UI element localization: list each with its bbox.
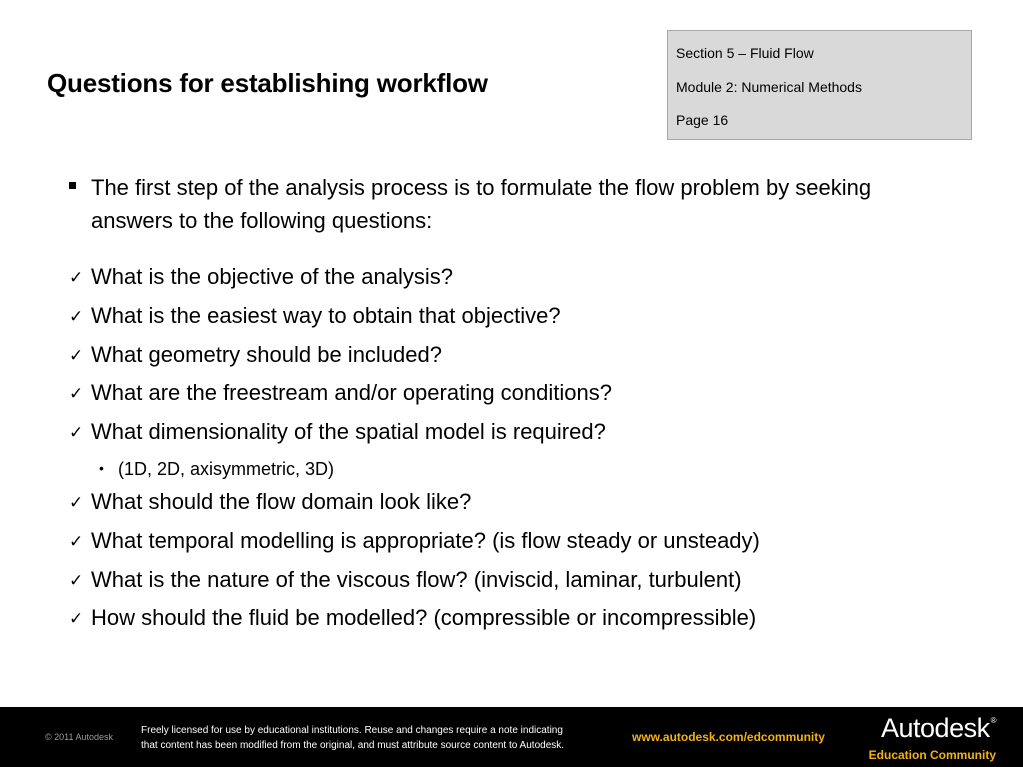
list-item xyxy=(69,260,969,299)
checkmark-icon: ✓ xyxy=(69,345,84,365)
intro-bullet xyxy=(69,171,949,237)
autodesk-logo xyxy=(862,713,1002,763)
module-label: Module 2: Numerical Methods xyxy=(676,78,862,95)
license-text xyxy=(141,723,631,753)
bullet-dot-icon: • xyxy=(99,459,104,476)
slide-title: Questions for establishing workflow xyxy=(47,68,488,98)
checkmark-icon: ✓ xyxy=(69,609,84,629)
question-text: What is the objective of the analysis? xyxy=(91,264,453,289)
list-item xyxy=(69,376,969,415)
question-text: How should the fluid be modelled? (compressible or incompressible) xyxy=(91,605,757,631)
logo-name-text: Autodesk xyxy=(881,713,990,743)
checkmark-icon: ✓ xyxy=(69,423,84,443)
question-text: What is the easiest way to obtain that objective? xyxy=(91,302,561,328)
trademark-mark: ® xyxy=(990,716,996,725)
sub-item-text: (1D, 2D, axisymmetric, 3D) xyxy=(118,458,335,479)
checkmark-icon: ✓ xyxy=(69,570,84,590)
checkmark-icon: ✓ xyxy=(69,306,84,326)
questions-list xyxy=(69,260,969,640)
question-text: What should the flow domain look like? xyxy=(91,488,472,514)
question-text: What geometry should be included? xyxy=(91,341,442,367)
sub-list-item xyxy=(69,454,969,485)
question-text: What temporal modelling is appropriate? (is flow steady or unsteady) xyxy=(91,527,760,553)
license-line: that content has been modified from the original, and must attribute source content to Autodesk. xyxy=(141,740,565,751)
edcommunity-link[interactable]: www.autodesk.com/edcommunity xyxy=(632,730,825,744)
question-text: What dimensionality of the spatial model is required? xyxy=(91,419,606,445)
checkmark-icon: ✓ xyxy=(69,268,84,287)
copyright-text: © 2011 Autodesk xyxy=(45,732,114,742)
footer-bar xyxy=(0,707,1023,767)
checkmark-icon: ✓ xyxy=(69,492,84,512)
list-item xyxy=(69,563,969,602)
list-item xyxy=(69,299,969,338)
list-item xyxy=(69,338,969,377)
checkmark-icon: ✓ xyxy=(69,531,84,551)
list-item xyxy=(69,524,969,563)
checkmark-icon: ✓ xyxy=(69,384,84,404)
logo-subtitle: Education Community xyxy=(868,748,996,762)
list-item xyxy=(69,601,969,640)
list-item xyxy=(69,415,969,454)
intro-text: The first step of the analysis process is to formulate the flow problem by seeking answers to the following questions: xyxy=(91,175,872,233)
question-text: What is the nature of the viscous flow? (inviscid, laminar, turbulent) xyxy=(91,566,742,592)
square-bullet-icon xyxy=(69,182,76,189)
question-text: What are the freestream and/or operating conditions? xyxy=(91,380,612,406)
logo-wordmark xyxy=(881,713,996,744)
section-label: Section 5 – Fluid Flow xyxy=(676,45,814,61)
section-info-box xyxy=(667,30,972,140)
license-line: Freely licensed for use by educational institutions. Reuse and changes require a note indicating xyxy=(141,725,563,736)
page-label: Page 16 xyxy=(676,112,729,128)
list-item xyxy=(69,485,969,524)
